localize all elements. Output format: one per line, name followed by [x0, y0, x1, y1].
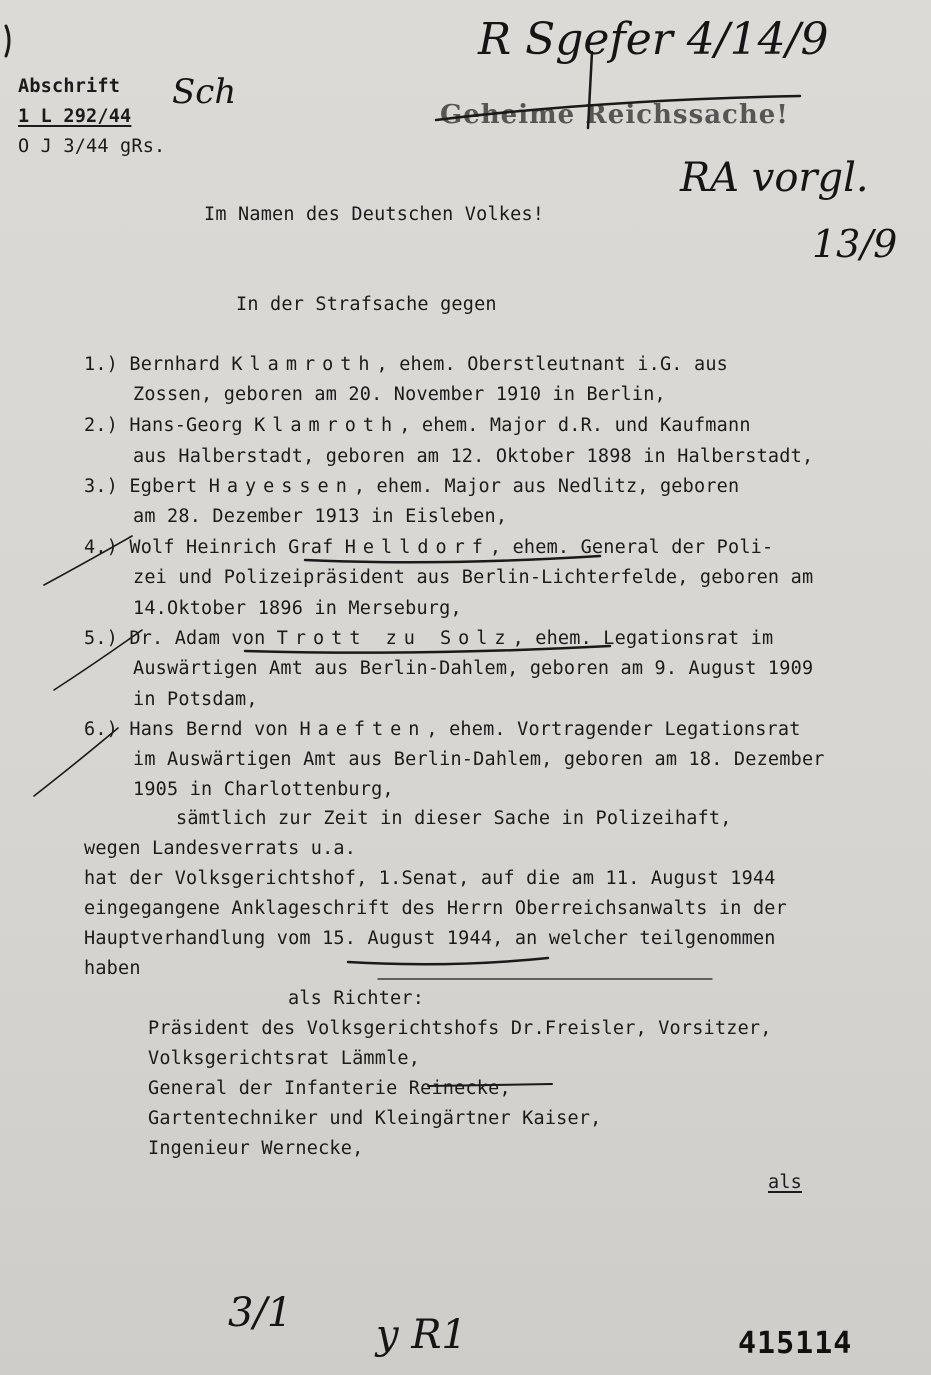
custody-line: sämtlich zur Zeit in dieser Sache in Polizeihaft,: [176, 808, 732, 829]
heading: Im Namen des Deutschen Volkes!: [204, 204, 545, 225]
court-line: haben: [84, 958, 141, 979]
judge-item: Volksgerichtsrat Lämmle,: [148, 1048, 421, 1069]
defendant-6-line2: im Auswärtigen Amt aus Berlin-Dahlem, geboren am 18. Dezember: [133, 749, 825, 770]
defendant-suffix: , ehem. Legationsrat im: [512, 628, 774, 649]
defendant-number: 4.): [84, 537, 119, 558]
handwritten-footer-left: 3/1: [228, 1290, 293, 1336]
defendant-number: 2.): [84, 415, 119, 436]
defendant-4-line2: zei und Polizeipräsident aus Berlin-Lichterfelde, geboren am: [133, 567, 814, 588]
defendant-5-line3: in Potsdam,: [133, 689, 258, 710]
document-number: 415114: [738, 1326, 853, 1361]
judge-item: General der Infanterie Reinecke,: [148, 1078, 511, 1099]
file-reference-2: O J 3/44 gRs.: [18, 136, 166, 157]
defendant-surname: Hayessen: [208, 476, 354, 497]
margin-tick-4: [44, 536, 132, 585]
defendant-2-line2: aus Halberstadt, geboren am 12. Oktober 1898 in Halberstadt,: [133, 446, 814, 467]
stamp-strike: [436, 96, 800, 120]
handwritten-initials: Sch: [172, 72, 237, 112]
handwritten-footer-mid: y R1: [376, 1312, 467, 1358]
defendant-suffix: , ehem. General der Poli-: [489, 537, 774, 558]
defendant-surname: Trott zu Solz: [276, 628, 513, 649]
defendant-surname: Klamroth: [231, 354, 377, 375]
defendant-number: 3.): [84, 476, 119, 497]
secret-stamp: Geheime Reichssache!: [440, 100, 789, 130]
handwritten-annotation: RA vorgl.: [680, 155, 869, 201]
margin-tick-5: [54, 630, 142, 690]
header-pen-stroke: [588, 52, 592, 128]
defendant-surname: Klamroth: [254, 415, 400, 436]
defendant-number: 5.): [84, 628, 119, 649]
margin-tick-6: [34, 728, 118, 796]
defendant-suffix: , ehem. Vortragender Legationsrat: [426, 719, 801, 740]
defendant-suffix: , ehem. Major d.R. und Kaufmann: [399, 415, 751, 436]
defendant-suffix: , ehem. Major aus Nedlitz, geboren: [353, 476, 740, 497]
defendant-suffix: , ehem. Oberstleutnant i.G. aus: [376, 354, 728, 375]
defendant-3-line2: am 28. Dezember 1913 in Eisleben,: [133, 506, 508, 527]
defendant-prefix: Bernhard: [129, 354, 232, 375]
defendant-prefix: Hans Bernd von: [129, 719, 300, 740]
intro-line: In der Strafsache gegen: [236, 294, 497, 315]
defendant-surname: Helldorf: [344, 537, 490, 558]
defendant-prefix: Dr. Adam von: [129, 628, 277, 649]
abschrift-label: Abschrift: [18, 76, 121, 97]
underline-date: [348, 958, 548, 964]
handwritten-signature-top: R Sgefer 4/14/9: [478, 14, 829, 65]
judge-item: Ingenieur Wernecke,: [148, 1138, 364, 1159]
defendant-6-line3: 1905 in Charlottenburg,: [133, 779, 394, 800]
defendant-number: 1.): [84, 354, 119, 375]
bracket-mark: [6, 26, 9, 56]
defendant-1-line2: Zossen, geboren am 20. November 1910 in Berlin,: [133, 384, 666, 405]
file-reference-1: 1 L 292/44: [18, 106, 132, 127]
judges-heading: als Richter:: [288, 988, 425, 1009]
court-line: Hauptverhandlung vom 15. August 1944, an welcher teilgenommen: [84, 928, 776, 949]
continuation-word: als: [768, 1172, 803, 1193]
court-line: eingegangene Anklageschrift des Herrn Oberreichsanwalts in der: [84, 898, 787, 919]
defendant-number: 6.): [84, 719, 119, 740]
underline-trott: [245, 646, 610, 653]
charge-line: wegen Landesverrats u.a.: [84, 838, 357, 859]
defendant-5-line2: Auswärtigen Amt aus Berlin-Dahlem, geboren am 9. August 1909: [133, 658, 814, 679]
court-line: hat der Volksgerichtshof, 1.Senat, auf die am 11. August 1944: [84, 868, 776, 889]
handwritten-date: 13/9: [812, 222, 898, 266]
underline-helldorf: [305, 556, 600, 562]
defendant-prefix: Hans-Georg: [129, 415, 255, 436]
judge-item: Präsident des Volksgerichtshofs Dr.Freisler, Vorsitzer,: [148, 1018, 772, 1039]
defendant-surname: Haeften: [299, 719, 427, 740]
defendant-4-line3: 14.Oktober 1896 in Merseburg,: [133, 598, 462, 619]
defendant-prefix: Egbert: [129, 476, 209, 497]
strike-reinecke: [428, 1084, 552, 1086]
defendant-prefix: Wolf Heinrich Graf: [129, 537, 345, 558]
judge-item: Gartentechniker und Kleingärtner Kaiser,: [148, 1108, 602, 1129]
